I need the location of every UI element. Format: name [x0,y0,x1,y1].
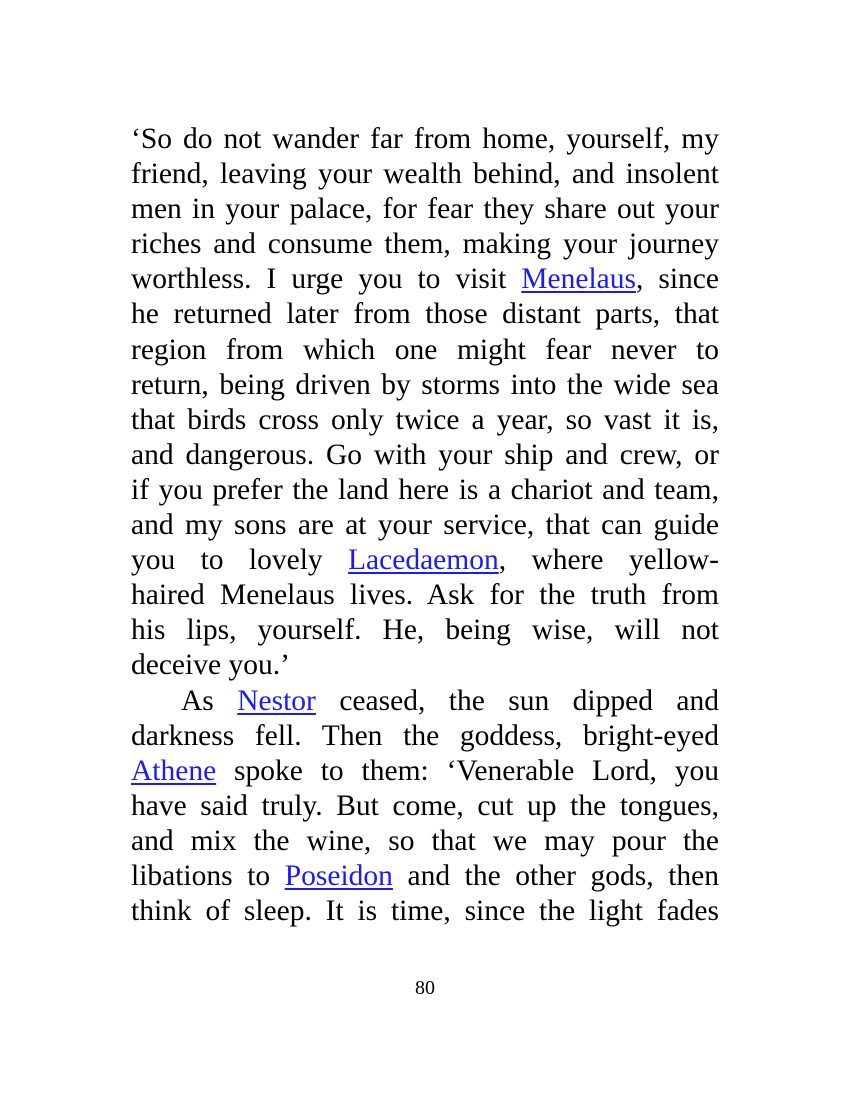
link-poseidon[interactable]: Poseidon [284,859,393,892]
text-line: think of sleep. It is time, since the light fades [131,895,719,928]
link-lacedaemon[interactable]: Lacedaemon [348,544,499,577]
text-fragment: libations to [131,859,285,892]
text-line [131,684,719,719]
text-line: and dangerous. Go with your ship and crew, or [131,438,719,471]
link-menelaus[interactable]: Menelaus [521,263,636,296]
link-athene[interactable]: Athene [131,754,217,787]
text-line: deceive you.’ [131,649,290,682]
text-line: riches and consume them, making your journey [131,228,719,261]
text-fragment: , since [635,263,719,296]
link-nestor[interactable]: Nestor [237,684,316,717]
text-line: and mix the wine, so that we may pour the [131,824,719,857]
text-line: ‘So do not wander far from home, yourself, my [131,123,719,155]
text-fragment: , where yellow- [498,544,719,577]
text-line [131,543,719,578]
body-text [131,122,719,929]
text-line: that birds cross only twice a year, so vast it is, [131,403,719,436]
text-line: if you prefer the land here is a chariot and team, [131,473,719,506]
text-line: he returned later from those distant parts, that [131,298,719,331]
text-line: darkness fell. Then the goddess, bright-eyed [131,719,719,752]
text-line [131,754,719,789]
text-fragment: you to lovely [131,544,349,577]
text-fragment: and the other gods, then [392,859,719,892]
text-line: haired Menelaus lives. Ask for the truth from [131,579,719,612]
text-line: have said truly. But come, cut up the tongues, [131,789,719,822]
text-fragment: As [181,684,238,717]
page-number: 80 [415,977,435,999]
text-line: and my sons are at your service, that can guide [131,509,719,542]
text-line: his lips, yourself. He, being wise, will not [131,614,719,647]
text-fragment: worthless. I urge you to visit [131,263,522,296]
text-fragment: spoke to them: ‘Venerable Lord, you [216,754,719,787]
text-line [131,859,719,894]
text-fragment: ceased, the sun dipped and [315,684,719,717]
text-line [131,262,719,297]
text-line: region from which one might fear never to [131,333,719,366]
text-line: men in your palace, for fear they share out your [131,193,719,226]
text-line: return, being driven by storms into the wide sea [131,368,719,401]
text-line: friend, leaving your wealth behind, and insolent [131,158,719,191]
